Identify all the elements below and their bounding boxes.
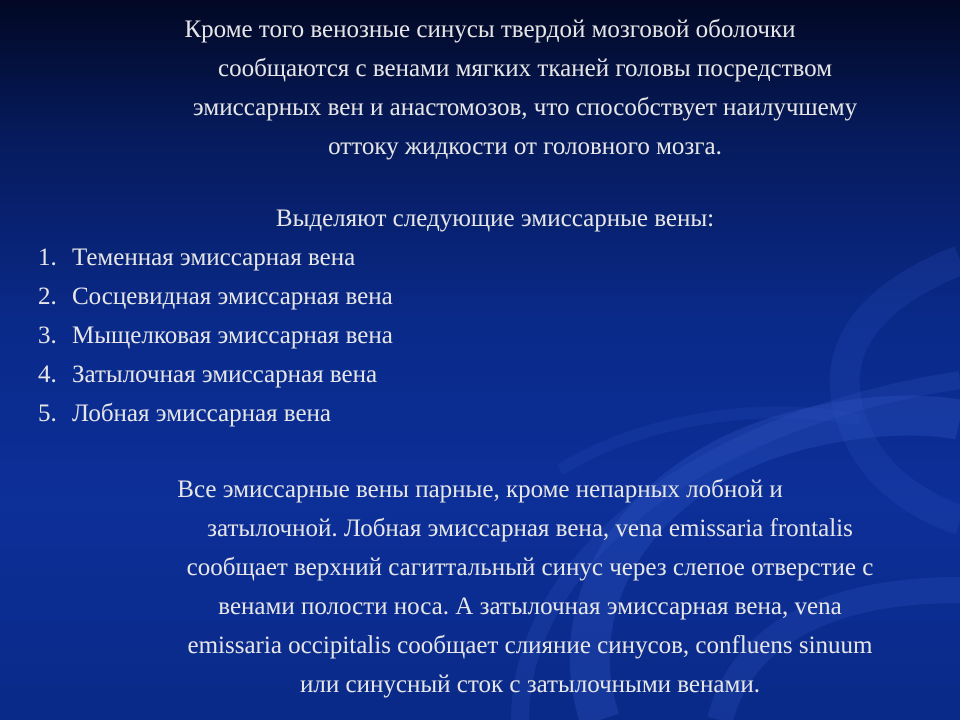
summary-line: или синусный сток с затылочными венами. (300, 671, 760, 698)
summary-line: Все эмиссарные вены парные, кроме непарных лобной и (177, 476, 783, 503)
list-item-number: 3. (38, 322, 57, 349)
list-heading: Выделяют следующие эмиссарные вены: (275, 205, 715, 232)
list-item-text: Лобная эмиссарная вена (72, 400, 332, 427)
list-item-number: 4. (38, 361, 57, 388)
list-item (38, 316, 393, 355)
summary-line: сообщает верхний сагиттальный синус через слепое отверстие с (186, 554, 874, 581)
summary-paragraph (60, 470, 960, 704)
summary-line: венами полости носа. А затылочная эмиссарная вена, vena (218, 593, 842, 620)
list-item-number: 5. (38, 400, 57, 427)
list-item-text: Теменная эмиссарная вена (72, 244, 356, 271)
list-item (38, 238, 393, 277)
emissary-veins-list (38, 238, 393, 433)
intro-line: Кроме того венозные синусы твердой мозговой оболочки (184, 16, 796, 43)
intro-line: эмиссарных вен и анастомозов, что способствует наилучшему (192, 94, 858, 121)
list-item-number: 2. (38, 283, 57, 310)
list-item-text: Мыщелковая эмиссарная вена (72, 322, 393, 349)
summary-line: затылочной. Лобная эмиссарная вена, vena emissaria frontalis (207, 515, 853, 542)
summary-line: emissaria occipitalis сообщает слияние синусов, confluens sinuum (187, 632, 873, 659)
list-item (38, 277, 393, 316)
list-item-number: 1. (38, 244, 57, 271)
list-item-text: Сосцевидная эмиссарная вена (72, 283, 393, 310)
intro-paragraph (60, 10, 940, 166)
list-item (38, 394, 393, 433)
list-item (38, 355, 393, 394)
intro-line: оттоку жидкости от головного мозга. (328, 133, 722, 160)
list-item-text: Затылочная эмиссарная вена (72, 361, 378, 388)
intro-line: сообщаются с венами мягких тканей головы посредством (217, 55, 833, 82)
